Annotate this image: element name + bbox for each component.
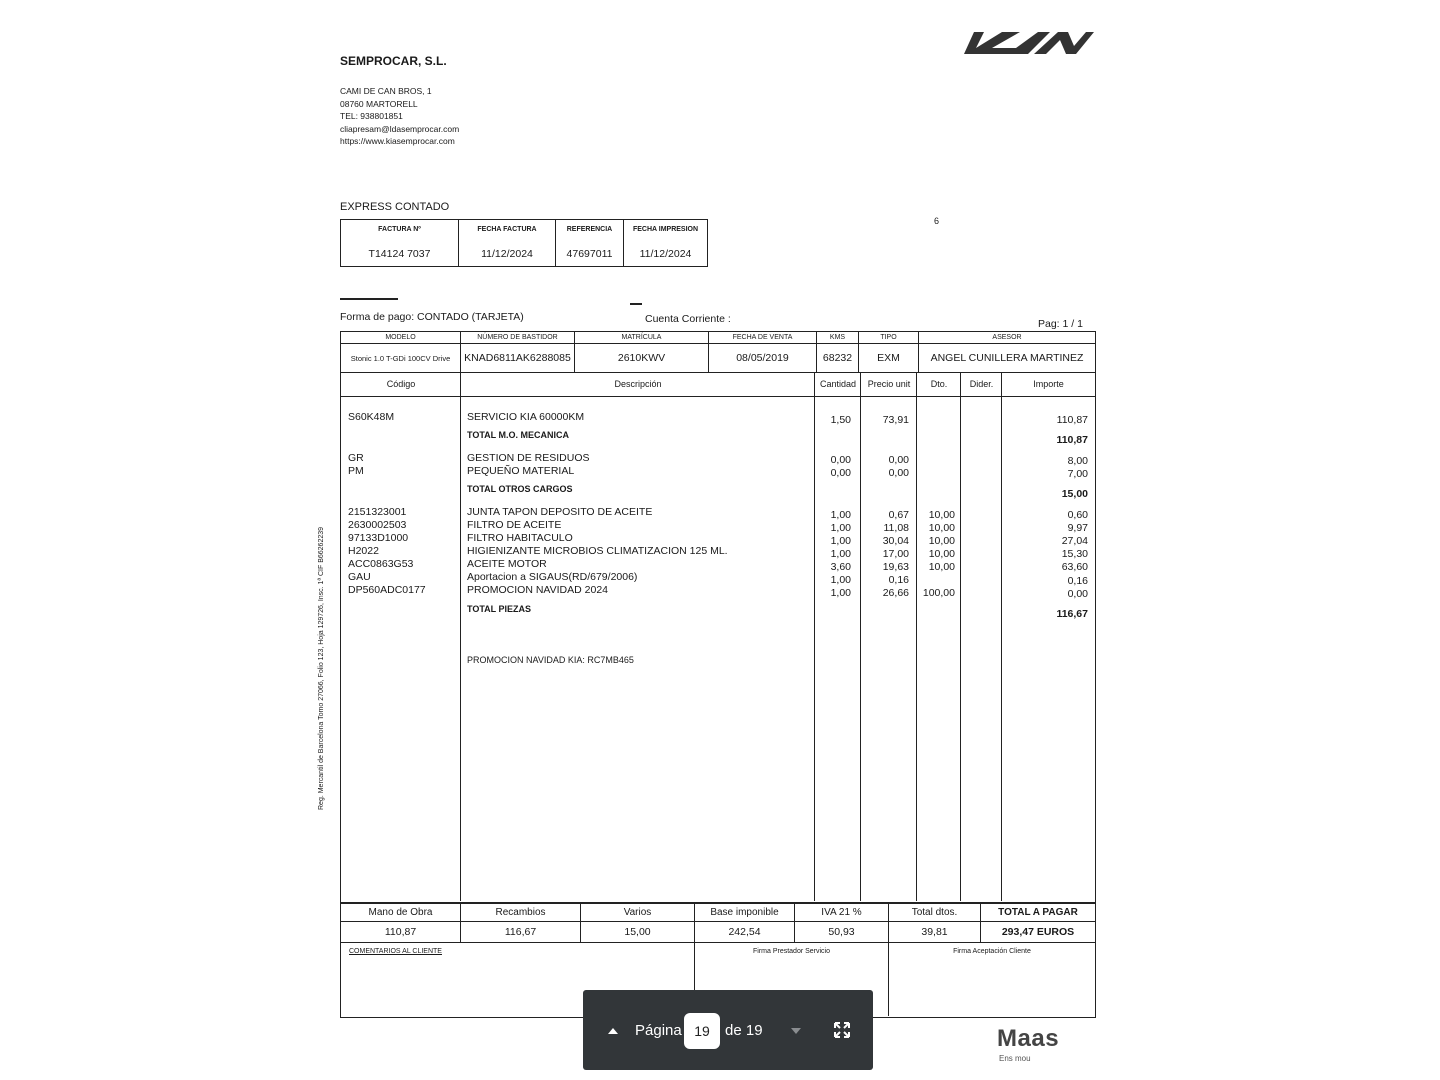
line-amount: 0,00 (1067, 588, 1088, 600)
line-discount: 10,00 (928, 548, 955, 560)
line-subtotal-amount: 110,87 (1056, 434, 1088, 446)
line-description: GESTION DE RESIDUOS (467, 452, 590, 464)
vehicle-vin-cell (461, 332, 575, 372)
line-amount: 8,00 (1067, 455, 1088, 467)
vehicle-header-label: MODELO (341, 334, 460, 344)
quantity-column (815, 373, 861, 901)
vehicle-kms-cell (817, 332, 859, 372)
vat-cell (795, 904, 889, 942)
line-code: ACC0863G53 (348, 558, 414, 570)
vehicle-header-label: FECHA DE VENTA (709, 334, 816, 344)
redaction-stroke (340, 298, 398, 300)
invoice-date: 11/12/2024 (481, 248, 533, 260)
provider-signature-label: Firma Prestador Servicio (752, 948, 831, 955)
column-header-description: Descripción (614, 379, 662, 389)
line-amount: 9,97 (1067, 522, 1088, 534)
line-description: FILTRO HABITACULO (467, 532, 573, 544)
total-discounts-cell (889, 904, 981, 942)
line-code: GR (348, 452, 364, 464)
taxable-base-cell (695, 904, 795, 942)
address-line: 08760 MARTORELL (340, 98, 418, 109)
column-header-amount: Importe (1033, 379, 1064, 389)
parts-total-cell (461, 904, 581, 942)
page-count: Pag: 1 / 1 (1038, 318, 1083, 330)
line-amount: 0,60 (1067, 509, 1088, 521)
invoice-reference-cell (556, 220, 624, 266)
vehicle-type-cell (859, 332, 919, 372)
misc-total: 15,00 (624, 926, 651, 938)
line-subtotal-label: TOTAL PIEZAS (467, 604, 532, 614)
line-price: 30,04 (882, 535, 909, 547)
invoice-date-cell (459, 220, 556, 266)
line-discount: 10,00 (928, 561, 955, 573)
column-header-quantity: Cantidad (819, 379, 857, 389)
line-quantity: 0,00 (830, 454, 851, 466)
line-price: 0,00 (888, 454, 909, 466)
line-amount: 110,87 (1056, 414, 1088, 426)
invoice-header-label: FECHA IMPRESION (632, 226, 699, 233)
column-header-dider: Dider. (969, 379, 994, 389)
column-header-price: Precio unit (867, 379, 911, 389)
line-subtotal-amount: 116,67 (1056, 608, 1088, 620)
vehicle-model-cell (341, 332, 461, 372)
address-line: https://www.kiasemprocar.com (340, 136, 455, 146)
page-number-input[interactable] (684, 1013, 720, 1049)
line-price: 17,00 (882, 548, 909, 560)
line-discount: 10,00 (928, 535, 955, 547)
line-quantity: 1,50 (830, 414, 851, 426)
taxable-base: 242,54 (728, 926, 761, 938)
line-amount: 63,60 (1061, 561, 1088, 573)
totals-table (340, 903, 1096, 943)
labor-total: 110,87 (384, 926, 417, 938)
line-code: 2630002503 (348, 519, 407, 531)
line-quantity: 1,00 (830, 587, 851, 599)
print-date: 11/12/2024 (639, 248, 692, 260)
line-amount: 7,00 (1067, 468, 1088, 480)
page-total-label: de 19 (725, 1022, 763, 1039)
maas-tagline: Ens mou (999, 1054, 1031, 1063)
vehicle-plate: 2610KWV (617, 352, 666, 364)
invoice-header-label: FECHA FACTURA (477, 226, 537, 233)
line-price: 11,08 (883, 522, 909, 534)
line-description: JUNTA TAPON DEPOSITO DE ACEITE (467, 506, 653, 518)
previous-page-icon[interactable] (605, 1023, 621, 1039)
line-subtotal-amount: 15,00 (1061, 488, 1088, 500)
print-date-cell (624, 220, 707, 266)
line-subtotal-label: TOTAL M.O. MECANICA (467, 430, 569, 440)
invoice-header-label: REFERENCIA (566, 226, 613, 233)
totals-header-label: Mano de Obra (341, 907, 460, 922)
line-amount: 0,16 (1067, 575, 1088, 587)
vehicle-model: Stonic 1.0 T-GDi 100CV Drive (350, 354, 451, 363)
client-signature-box (889, 943, 1095, 1016)
line-quantity: 1,00 (830, 548, 851, 560)
line-price: 19,63 (882, 561, 909, 573)
line-price: 0,67 (888, 509, 909, 521)
vehicle-header-label: ASESOR (919, 334, 1095, 344)
invoice-header-table (340, 219, 708, 267)
line-amount: 15,30 (1061, 548, 1088, 560)
line-description: FILTRO DE ACEITE (467, 519, 562, 531)
page-label: Página (635, 1022, 682, 1039)
invoice-header-label: FACTURA Nº (378, 226, 421, 233)
column-header-code: Código (386, 379, 416, 389)
line-quantity: 1,00 (830, 522, 851, 534)
invoice-number: T14124 7037 (368, 248, 431, 260)
redaction-stroke (630, 303, 642, 305)
client-signature-label: Firma Aceptación Cliente (953, 948, 1031, 955)
line-price: 73,91 (882, 414, 909, 426)
client-comments-label: COMENTARIOS AL CLIENTE (349, 948, 442, 955)
maas-logo: Maas (997, 1025, 1060, 1052)
registry-text: Reg. Mercantil de Barcelona Tomo 27066, Folio 123, Hoja 129726, Insc. 1ª CIF B66262239 (318, 526, 325, 810)
vehicle-vin: KNAD6811AK6288085 (464, 352, 571, 364)
totals-header-label: TOTAL A PAGAR (981, 907, 1095, 922)
header-divider (341, 396, 1095, 397)
vehicle-header-label: KMS (817, 334, 858, 344)
company-name: SEMPROCAR, S.L. (340, 54, 447, 68)
unit-price-column (861, 373, 917, 901)
vehicle-sale-date-cell (709, 332, 817, 372)
fullscreen-icon[interactable] (833, 1021, 851, 1039)
line-description: SERVICIO KIA 60000KM (467, 411, 585, 423)
line-discount: 100,00 (922, 587, 955, 599)
vehicle-header-label: MATRÍCULA (575, 334, 708, 344)
line-price: 0,00 (888, 467, 909, 479)
total-discounts: 39,81 (921, 926, 948, 938)
line-code: 2151323001 (348, 506, 407, 518)
address-line: CAMI DE CAN BROS, 1 (340, 86, 432, 96)
totals-header-label: Varios (581, 907, 694, 922)
vehicle-advisor-cell (919, 332, 1095, 372)
vehicle-table (340, 331, 1096, 373)
totals-header-label: Total dtos. (889, 907, 980, 922)
line-description: HIGIENIZANTE MICROBIOS CLIMATIZACION 125 ML. (467, 545, 728, 557)
vehicle-header-label: TIPO (859, 334, 918, 344)
page-navigation-toolbar (583, 990, 873, 1070)
current-account: Cuenta Corriente : (645, 313, 731, 325)
line-code: 97133D1000 (348, 532, 409, 544)
stray-mark: 6 (934, 216, 940, 226)
vat-amount: 50,93 (828, 926, 855, 938)
payment-method: Forma de pago: CONTADO (TARJETA) (340, 311, 524, 323)
totals-header-label: Base imponible (695, 907, 794, 922)
line-description: PROMOCION NAVIDAD 2024 (467, 584, 609, 596)
line-quantity: 1,00 (830, 574, 851, 586)
dider-column (961, 373, 1002, 901)
next-page-icon[interactable] (788, 1023, 804, 1039)
company-address (340, 85, 459, 148)
line-code: S60K48M (348, 411, 395, 423)
vehicle-sale-date: 08/05/2019 (736, 352, 789, 364)
line-quantity: 0,00 (830, 467, 851, 479)
column-header-discount: Dto. (930, 379, 948, 389)
kia-logo (962, 24, 1094, 62)
totals-header-label: IVA 21 % (795, 907, 888, 922)
invoice-reference: 47697011 (566, 248, 613, 260)
line-amount: 27,04 (1061, 535, 1088, 547)
discount-column (917, 373, 961, 901)
line-code: DP560ADC0177 (348, 584, 426, 596)
line-discount: 10,00 (928, 522, 955, 534)
misc-total-cell (581, 904, 695, 942)
line-subtotal-label: TOTAL OTROS CARGOS (467, 484, 573, 494)
line-code: PM (348, 465, 364, 477)
invoice-type: EXPRESS CONTADO (340, 201, 450, 213)
line-discount: 10,00 (928, 509, 955, 521)
line-price: 26,66 (882, 587, 909, 599)
total-to-pay-cell (981, 904, 1095, 942)
promo-note: PROMOCION NAVIDAD KIA: RC7MB465 (467, 655, 634, 665)
invoice-lines-table (340, 373, 1096, 903)
line-description: Aportacion a SIGAUS(RD/679/2006) (467, 571, 638, 583)
line-code: H2022 (348, 545, 379, 557)
line-description: ACEITE MOTOR (467, 558, 547, 570)
total-to-pay: 293,47 EUROS (1001, 926, 1075, 938)
vehicle-advisor: ANGEL CUNILLERA MARTINEZ (930, 352, 1084, 364)
address-line: cliapresam@ldasemprocar.com (340, 123, 460, 134)
vehicle-type: EXM (877, 352, 900, 364)
line-quantity: 3,60 (830, 561, 851, 573)
invoice-number-cell (341, 220, 459, 266)
address-line: TEL: 938801851 (340, 111, 403, 121)
labor-total-cell (341, 904, 461, 942)
vehicle-kms: 68232 (822, 352, 853, 364)
vehicle-header-label: NÚMERO DE BASTIDOR (461, 334, 574, 344)
line-description: PEQUEÑO MATERIAL (467, 465, 575, 477)
parts-total: 116,67 (504, 926, 537, 938)
line-quantity: 1,00 (830, 535, 851, 547)
line-price: 0,16 (888, 574, 909, 586)
line-code: GAU (348, 571, 371, 583)
vehicle-plate-cell (575, 332, 709, 372)
totals-header-label: Recambios (461, 907, 580, 922)
line-quantity: 1,00 (830, 509, 851, 521)
